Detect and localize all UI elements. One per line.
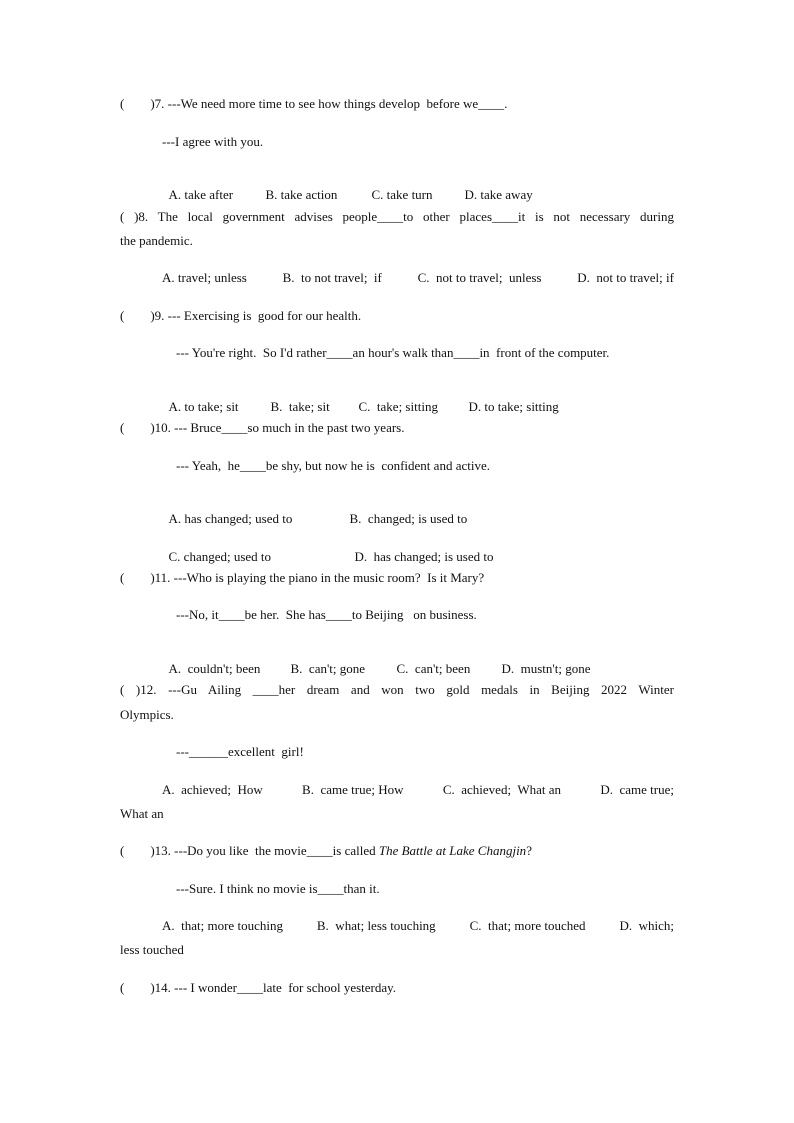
question-7-options [162, 171, 533, 203]
movie-title: The Battle at Lake Changjin [378, 843, 527, 858]
question-10-options-row1 [162, 495, 467, 527]
question-8-stem: ( )8. The local government advises people____to other places____it is not necessary during [120, 209, 674, 224]
option-d: D. came true; [600, 782, 674, 797]
option-a: A. achieved; How [162, 782, 263, 797]
option-d: D. mustn't; gone [501, 661, 591, 676]
option-a: A. couldn't; been [168, 661, 261, 676]
option-c: C. take turn [371, 187, 433, 202]
question-11-options [162, 645, 591, 677]
option-a: A. travel; unless [162, 270, 247, 285]
option-d: D. which; [619, 918, 674, 933]
option-c: C. achieved; What an [442, 782, 561, 797]
question-8-stem-cont: the pandemic. [120, 233, 193, 248]
question-10-options-row2 [162, 533, 494, 565]
stem-text: ( )13. ---Do you like the movie____is called [120, 843, 379, 858]
option-d: D. not to travel; if [577, 270, 674, 285]
question-12-stem-cont: Olympics. [120, 707, 174, 722]
option-a: A. has changed; used to [168, 511, 293, 526]
option-b: B. can't; gone [290, 661, 366, 676]
question-14-stem: ( )14. --- I wonder____late for school yesterday. [120, 980, 397, 995]
option-b: B. changed; is used to [349, 511, 468, 526]
question-13-reply: ---Sure. I think no movie is____than it. [176, 881, 380, 896]
option-b: B. what; less touching [316, 918, 436, 933]
option-b: B. take action [265, 187, 338, 202]
question-11-reply: ---No, it____be her. She has____to Beijing on business. [176, 607, 477, 622]
question-8-options [162, 270, 674, 286]
option-c: C. not to travel; unless [417, 270, 542, 285]
question-12-options [162, 782, 674, 798]
question-12-stem: ( )12. ---Gu Ailing ____her dream and won two gold medals in Beijing 2022 Winter [120, 682, 674, 697]
option-a: A. to take; sit [168, 399, 239, 414]
question-12-reply: ---______excellent girl! [176, 744, 304, 759]
question-9-reply: --- You're right. So I'd rather____an hour's walk than____in front of the computer. [176, 345, 610, 360]
option-b: B. to not travel; if [282, 270, 382, 285]
option-a: A. take after [168, 187, 234, 202]
option-b: B. came true; How [302, 782, 404, 797]
option-c: C. take; sitting [358, 399, 438, 414]
option-b: B. take; sit [270, 399, 330, 414]
question-10-stem: ( )10. --- Bruce____so much in the past two years. [120, 420, 405, 435]
option-c: C. that; more touched [469, 918, 586, 933]
question-9-stem: ( )9. --- Exercising is good for our health. [120, 308, 362, 323]
question-10-reply: --- Yeah, he____be shy, but now he is confident and active. [176, 458, 490, 473]
option-d: D. has changed; is used to [354, 549, 494, 564]
question-13-stem [120, 843, 532, 859]
option-d: D. to take; sitting [468, 399, 559, 414]
question-12-options-cont: What an [120, 806, 164, 821]
option-d: D. take away [464, 187, 533, 202]
question-9-options [162, 383, 559, 415]
question-13-options-cont: less touched [120, 942, 184, 957]
question-11-stem: ( )11. ---Who is playing the piano in the music room? Is it Mary? [120, 570, 485, 585]
question-7-stem: ( )7. ---We need more time to see how things develop before we____. [120, 96, 508, 111]
question-7-reply: ---I agree with you. [162, 134, 264, 149]
option-a: A. that; more touching [162, 918, 283, 933]
question-13-options [162, 918, 674, 934]
option-c: C. can't; been [396, 661, 471, 676]
stem-end: ? [526, 843, 532, 858]
option-c: C. changed; used to [168, 549, 272, 564]
